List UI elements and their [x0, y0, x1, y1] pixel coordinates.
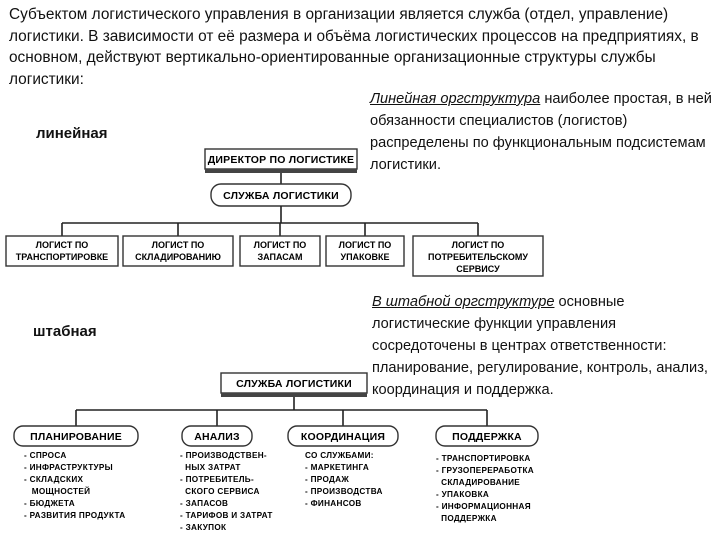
analysis-item: - ПРОИЗВОДСТВЕН- [180, 451, 267, 460]
analysis-item: - ЗАКУПОК [180, 523, 227, 532]
coordination-item: СО СЛУЖБАМИ: [305, 451, 374, 460]
staff-description-title: В штабной оргструктуре [372, 294, 555, 310]
logist-warehouse-line1: ЛОГИСТ ПО [151, 240, 205, 250]
logist-service-box [413, 236, 543, 276]
linear-description-text: наиболее простая, в ней обязанности специалистов (логистов) распределены по функциональным подсистемам логистики. [370, 91, 712, 173]
logist-service-line3: СЕРВИСУ [456, 264, 500, 274]
staff-description-text: основные логистические функции управления сосредоточены в центрах ответственности: планирование, регулирование, контроль, анализ, координация и поддержка. [372, 294, 708, 398]
logist-service-line2: ПОТРЕБИТЕЛЬСКОМУ [427, 252, 529, 262]
analysis-item: СКОГО СЕРВИСА [180, 487, 260, 496]
logist-packaging-line1: ЛОГИСТ ПО [338, 240, 392, 250]
planning-label: ПЛАНИРОВАНИЕ [30, 431, 122, 443]
linear-chart [6, 149, 543, 276]
analysis-item: - ЗАПАСОВ [180, 499, 229, 508]
planning-item: - СПРОСА [24, 451, 67, 460]
linear-service-label: СЛУЖБА ЛОГИСТИКИ [223, 190, 339, 202]
planning-item: МОЩНОСТЕЙ [24, 487, 91, 496]
intro-paragraph: Субъектом логистического управления в организации является служба (отдел, управление) логистики. В зависимости от её размера и объёма логистических процессов на предприятиях, в основном, действуют вертикально-ориентированные организационные структуры службы логистики: [9, 6, 699, 88]
logist-stock-line2: ЗАПАСАМ [257, 252, 303, 262]
analysis-item: - ПОТРЕБИТЕЛЬ- [180, 475, 254, 484]
staff-label: штабная [33, 323, 97, 340]
planning-item: - БЮДЖЕТА [24, 499, 75, 508]
linear-description-title: Линейная оргструктура [370, 91, 541, 107]
planning-item: - РАЗВИТИЯ ПРОДУКТА [24, 511, 126, 520]
linear-label: линейная [36, 125, 108, 142]
planning-item: - ИНФРАСТРУКТУРЫ [24, 463, 113, 472]
support-item: ПОДДЕРЖКА [436, 514, 497, 523]
coordination-item: - ПРОИЗВОДСТВА [305, 487, 383, 496]
analysis-item: - ТАРИФОВ И ЗАТРАТ [180, 511, 273, 520]
logist-packaging-box [326, 236, 404, 266]
support-item: - ИНФОРМАЦИОННАЯ [436, 502, 531, 511]
support-item: - ГРУЗОПЕРЕРАБОТКА [436, 466, 534, 475]
staff-service-label: СЛУЖБА ЛОГИСТИКИ [236, 378, 352, 390]
support-label: ПОДДЕРЖКА [452, 431, 522, 443]
planning-item: - СКЛАДСКИХ [24, 475, 84, 484]
logist-transport-line1: ЛОГИСТ ПО [35, 240, 89, 250]
logist-warehouse-line2: СКЛАДИРОВАНИЮ [135, 252, 221, 262]
analysis-label: АНАЛИЗ [194, 431, 240, 443]
coordination-item: - МАРКЕТИНГА [305, 463, 370, 472]
coordination-label: КООРДИНАЦИЯ [300, 431, 386, 443]
logist-transport-line2: ТРАНСПОРТИРОВКЕ [15, 252, 109, 262]
support-item: СКЛАДИРОВАНИЕ [436, 478, 521, 487]
logist-stock-box [240, 236, 320, 266]
logist-transport-box [6, 236, 118, 266]
analysis-item: НЫХ ЗАТРАТ [180, 463, 241, 472]
coordination-item: - ФИНАНСОВ [305, 499, 362, 508]
director-box-shadow [205, 169, 357, 173]
support-item: - УПАКОВКА [436, 490, 490, 499]
support-item: - ТРАНСПОРТИРОВКА [436, 454, 531, 463]
logist-warehouse-box [123, 236, 233, 266]
staff-chart [14, 373, 538, 532]
coordination-item: - ПРОДАЖ [305, 475, 350, 484]
staff-service-box-shadow [221, 393, 367, 397]
logist-stock-line1: ЛОГИСТ ПО [253, 240, 307, 250]
director-label: ДИРЕКТОР ПО ЛОГИСТИКЕ [207, 154, 355, 166]
logist-packaging-line2: УПАКОВКЕ [340, 252, 390, 262]
logist-service-line1: ЛОГИСТ ПО [451, 240, 505, 250]
